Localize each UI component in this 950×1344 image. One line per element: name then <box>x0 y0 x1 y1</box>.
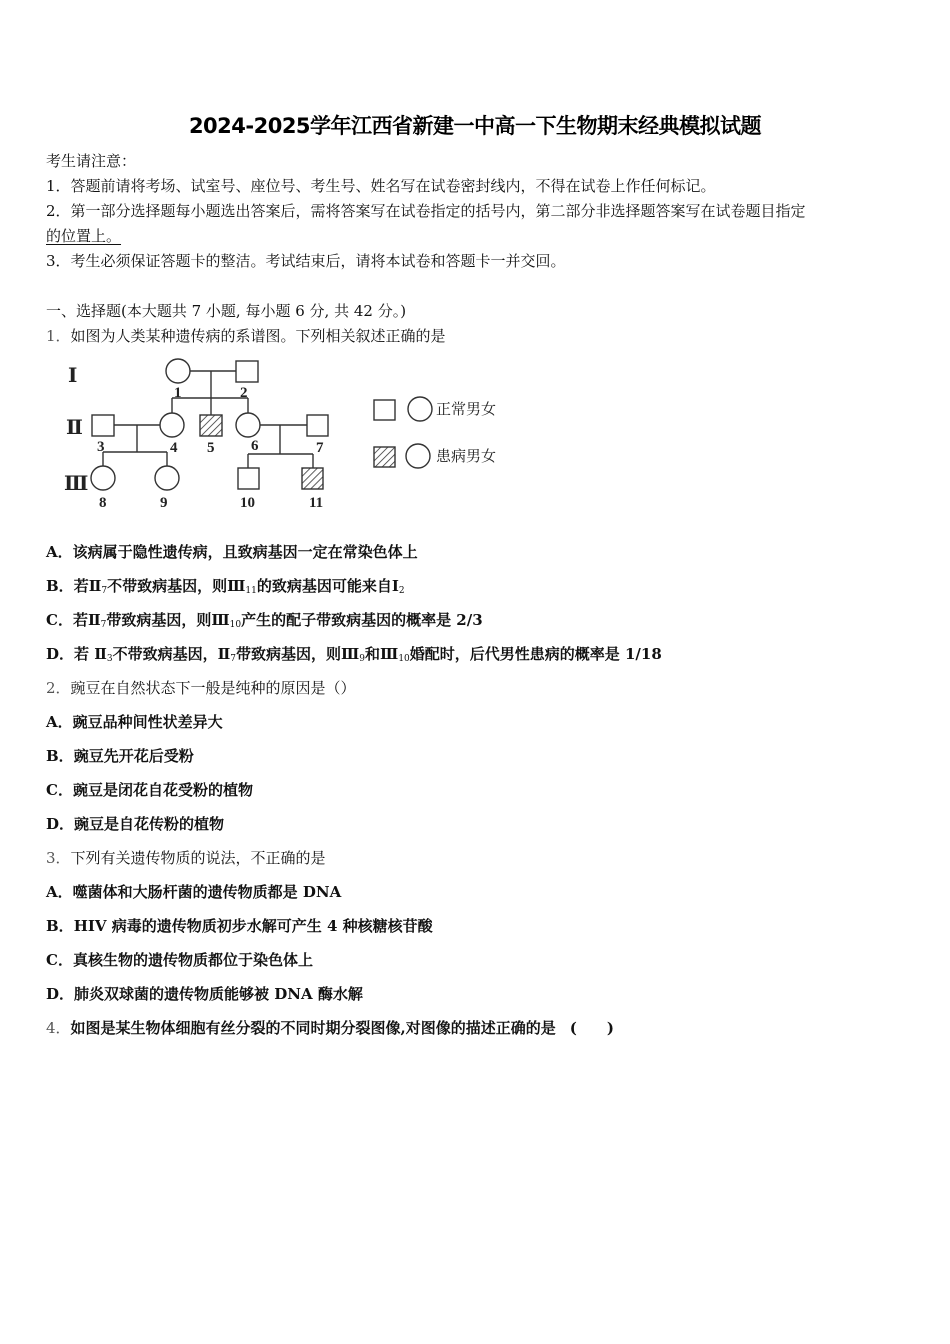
pedigree-chart <box>60 352 530 517</box>
option-text: 不带致病基因，则Ⅲ <box>107 577 246 595</box>
section-heading: 一、选择题(本大题共 7 小题, 每小题 6 分, 共 42 分。) <box>46 302 407 320</box>
option-text: 若 Ⅱ <box>74 645 107 663</box>
generation-label-II: Ⅱ <box>66 417 83 439</box>
option-label: B． <box>46 747 74 765</box>
option-label: A． <box>46 543 73 561</box>
option-text: 产生的配子带致病基因的概率是 2/3 <box>241 611 483 629</box>
pedigree-id-6: 6 <box>251 438 259 454</box>
question-number: 2． <box>46 679 71 697</box>
subscript: 10 <box>398 654 410 664</box>
pedigree-id-5: 5 <box>207 440 215 456</box>
q3-option-b[interactable] <box>46 915 433 936</box>
option-text: 该病属于隐性遗传病，且致病基因一定在常染色体上 <box>72 543 418 561</box>
legend-affected-female-icon <box>406 444 430 468</box>
pedigree-individual-8-female <box>91 466 115 490</box>
option-label: D． <box>46 985 75 1003</box>
pedigree-id-3: 3 <box>97 439 105 455</box>
option-text: 若Ⅱ <box>72 611 101 629</box>
question-number: 3． <box>46 849 71 867</box>
pedigree-id-4: 4 <box>170 440 178 456</box>
question-1 <box>46 325 446 346</box>
option-text: 豌豆先开花后受粉 <box>73 747 194 765</box>
option-label: C． <box>46 781 73 799</box>
q2-option-d[interactable] <box>46 813 224 834</box>
generation-label-III: Ⅲ <box>64 473 89 495</box>
option-label: C． <box>46 611 73 629</box>
question-stem: 如图为人类某种遗传病的系谱图。下列相关叙述正确的是 <box>70 327 446 345</box>
pedigree-id-11: 11 <box>309 495 324 511</box>
notice-heading: 考生请注意： <box>46 152 137 170</box>
subscript: 7 <box>101 586 108 596</box>
option-text: 豌豆品种间性状差异大 <box>72 713 223 731</box>
pedigree-individual-4-female <box>160 413 184 437</box>
pedigree-individual-3-male <box>92 415 114 436</box>
subscript: 7 <box>230 654 237 664</box>
option-text: 肺炎双球菌的遗传物质能够被 DNA 酶水解 <box>74 985 363 1003</box>
option-text: 若Ⅱ <box>73 577 102 595</box>
pedigree-individual-9-female <box>155 466 179 490</box>
pedigree-id-1: 1 <box>174 385 182 401</box>
option-label: D． <box>46 645 75 663</box>
q3-option-c[interactable] <box>46 949 313 970</box>
generation-label-I: Ⅰ <box>68 365 78 387</box>
option-text: 豌豆是闭花自花受粉的植物 <box>72 781 253 799</box>
option-label: A． <box>46 883 73 901</box>
question-4 <box>46 1017 614 1038</box>
option-text: 婚配时，后代男性患病的概率是 1/18 <box>409 645 662 663</box>
document-title: 2024-2025学年江西省新建一中高一下生物期末经典模拟试题 <box>188 114 762 138</box>
option-text: 豌豆是自花传粉的植物 <box>74 815 225 833</box>
option-label: C． <box>46 951 73 969</box>
option-text: 噬菌体和大肠杆菌的遗传物质都是 DNA <box>72 883 342 901</box>
subscript: 2 <box>398 586 405 596</box>
subscript: 9 <box>359 654 366 664</box>
pedigree-individual-2-male <box>236 361 258 382</box>
option-label: B． <box>46 577 74 595</box>
q1-option-a[interactable] <box>46 541 418 562</box>
pedigree-id-8: 8 <box>99 495 107 511</box>
question-stem: 如图是某生物体细胞有丝分裂的不同时期分裂图像,对图像的描述正确的是 <box>70 1019 556 1037</box>
option-text: 的致病基因可能来自Ⅰ <box>256 577 399 595</box>
option-text: 真核生物的遗传物质都位于染色体上 <box>72 951 313 969</box>
notice-item-1: 1．答题前请将考场、试室号、座位号、考生号、姓名写在试卷密封线内，不得在试卷上作任何标记。 <box>46 177 716 195</box>
option-label: A． <box>46 713 73 731</box>
question-3 <box>46 847 326 868</box>
pedigree-individual-11-affected-male <box>302 468 323 489</box>
option-label: D． <box>46 815 75 833</box>
answer-bracket[interactable]: ( ) <box>569 1019 614 1037</box>
q2-option-a[interactable] <box>46 711 223 732</box>
notice-item-2: 2．第一部分选择题每小题选出答案后，需将答案写在试卷指定的括号内，第二部分非选择题答案写在试卷题目指定 <box>46 202 806 220</box>
q2-option-b[interactable] <box>46 745 194 766</box>
subscript: 7 <box>100 620 107 630</box>
legend-affected-male-icon <box>374 447 395 467</box>
pedigree-individual-6-female <box>236 413 260 437</box>
option-text: 和Ⅲ <box>365 645 399 663</box>
option-text: 带致病基因，则Ⅲ <box>106 611 230 629</box>
pedigree-id-10: 10 <box>240 495 255 511</box>
pedigree-individual-5-affected-male <box>200 415 222 436</box>
q1-option-c[interactable] <box>46 609 483 630</box>
option-text: 带致病基因，则Ⅲ <box>236 645 360 663</box>
notice-item-2-cont <box>46 224 121 249</box>
question-number: 1． <box>46 327 71 345</box>
legend-normal-label: 正常男女 <box>436 402 497 418</box>
pedigree-individual-1-female <box>166 359 190 383</box>
pedigree-individual-10-male <box>238 468 259 489</box>
option-text: HIV 病毒的遗传物质初步水解可产生 4 种核糖核苷酸 <box>73 917 433 935</box>
question-number: 4． <box>46 1019 71 1037</box>
question-stem: 下列有关遗传物质的说法，不正确的是 <box>70 849 326 867</box>
q1-option-b[interactable] <box>46 575 405 596</box>
legend-normal-male-icon <box>374 400 395 420</box>
pedigree-id-2: 2 <box>240 385 248 401</box>
notice-item-2-cont-text: 的位置上。 <box>46 227 122 245</box>
subscript: 10 <box>229 620 242 630</box>
pedigree-individual-7-male <box>307 415 328 436</box>
legend-affected-label: 患病男女 <box>436 449 497 465</box>
option-label: B． <box>46 917 74 935</box>
notice-item-3: 3．考生必须保证答题卡的整洁。考试结束后，请将本试卷和答题卡一并交回。 <box>46 252 566 270</box>
q1-option-d[interactable] <box>46 643 662 664</box>
pedigree-id-7: 7 <box>316 440 324 456</box>
q2-option-c[interactable] <box>46 779 253 800</box>
option-text: 不带致病基因，Ⅱ <box>112 645 231 663</box>
question-stem: 豌豆在自然状态下一般是纯种的原因是（） <box>70 679 356 697</box>
subscript: 11 <box>245 586 257 596</box>
legend-normal-female-icon <box>408 397 432 421</box>
pedigree-id-9: 9 <box>160 495 168 511</box>
subscript: 3 <box>106 654 113 664</box>
q3-option-a[interactable] <box>46 881 341 902</box>
q3-option-d[interactable] <box>46 983 363 1004</box>
question-2 <box>46 677 356 698</box>
